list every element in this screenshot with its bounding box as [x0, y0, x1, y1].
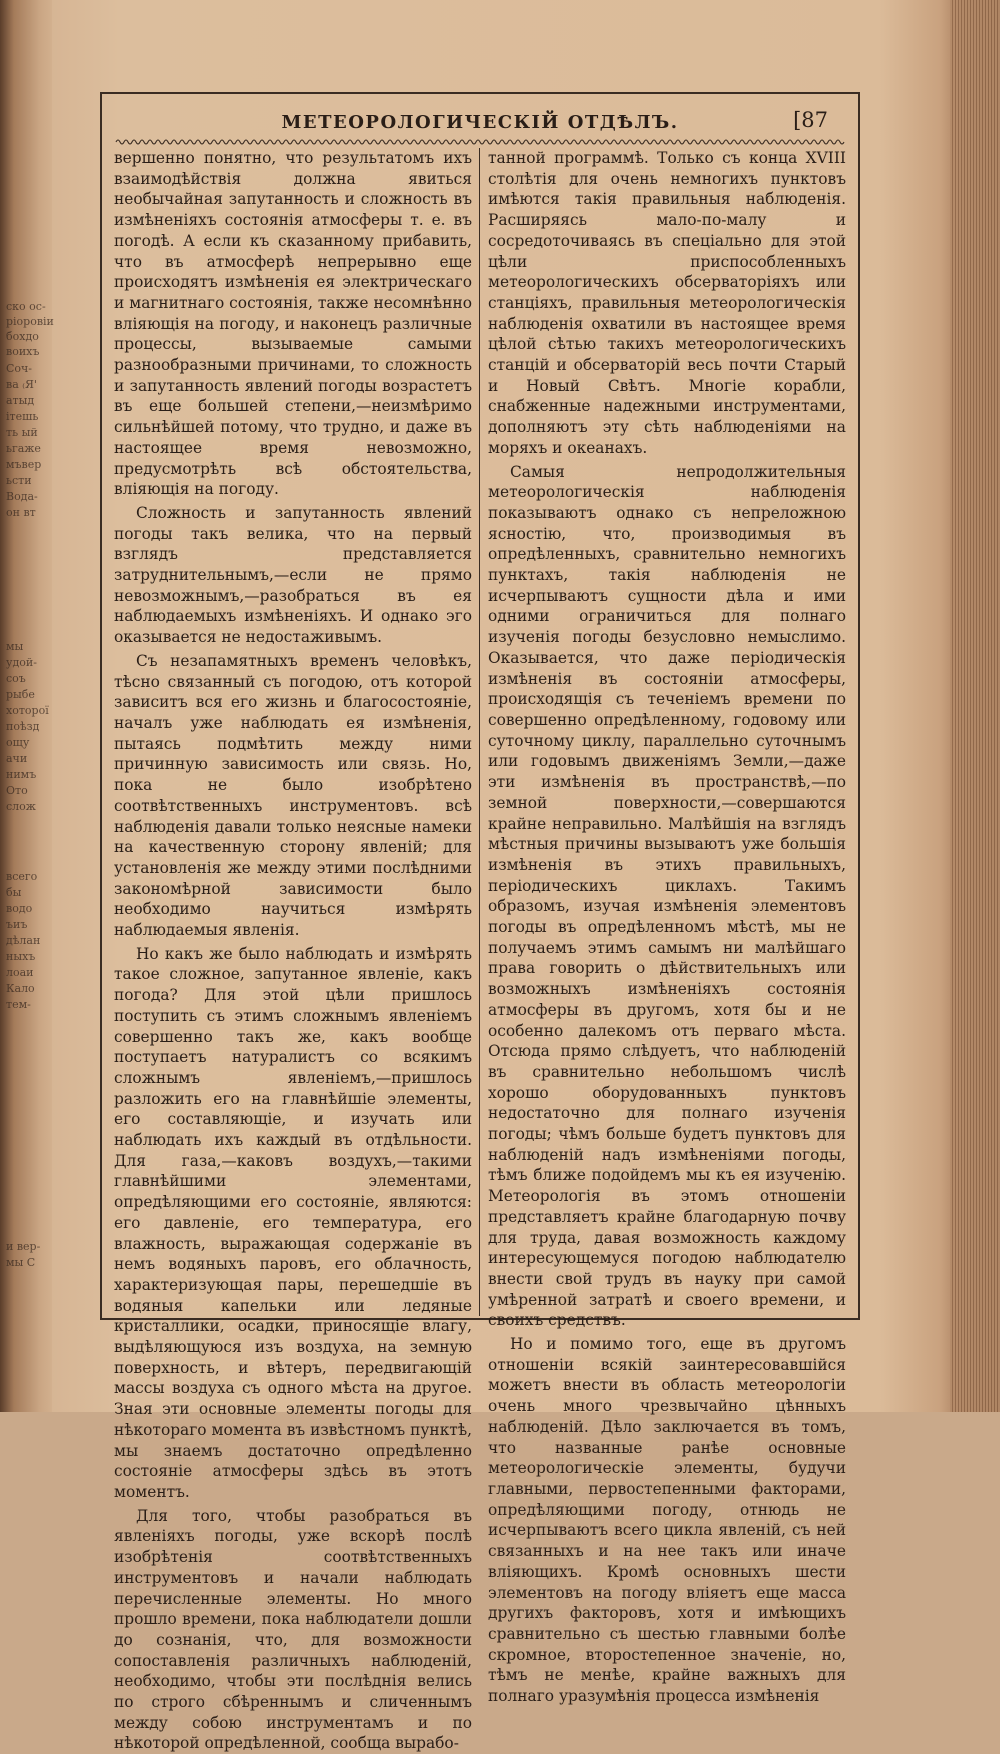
left-page-fragment: мы С: [6, 1256, 36, 1269]
left-page-fragment: дѣлан: [6, 934, 41, 947]
left-page-fragment: нимъ: [6, 768, 37, 781]
paragraph: танной программѣ. Только съ конца XVIII столѣтія для очень немногихъ пунктовъ имѣются такія правильныя наблюденія. Расширяясь мало-по-малу и сосредоточиваясь въ спеціально для этой цѣли приспособленныхъ метеорологическихъ обсерваторіяхъ или станціяхъ, правильныя метеорологическія наблюденія охватили въ настоящее время цѣлой сѣтью такихъ метеорологическихъ станцій и обсерваторій весь почти Старый и Новый Свѣтъ. Многіе корабли, снабженные надежными инструментами, дополняютъ эту сѣть наблюденіями на моряхъ и океанахъ.: [488, 149, 846, 457]
left-page-fragment: ско ос-: [6, 300, 46, 313]
left-page-fragment: ть ый: [6, 426, 38, 439]
wavy-rule: [116, 138, 844, 146]
left-page-fragment: мъвер: [6, 458, 42, 471]
left-page-fragment: и вер-: [6, 1240, 41, 1253]
paragraph: Но и помимо того, еще въ другомъ отношеніи всякій заинтересовавшійся можетъ внести въ область метеорологіи очень много чрезвычайно цѣнныхъ наблюденій. Дѣло заключается въ томъ, что названные ранѣе основные метеорологическіе элементы, будучи главными, первостепенными факторами, опредѣляющими погоду, отнюдь не исчерпываютъ всего цикла явленій, съ ней связанныхъ и на нее такъ или иначе вліяющихъ. Кромѣ основныхъ шести элементовъ на погоду вліяетъ еще масса другихъ факторовъ, хотя и имѣющихъ сравнительно съ шестью главными болѣе скромное, второстепенное значеніе, но, тѣмъ не менѣе, крайне важныхъ для полнаго уразумѣнія процесса измѣненія: [488, 1335, 846, 1706]
left-page-fragment: ріоровіи: [6, 315, 54, 328]
page-header: [102, 104, 858, 134]
left-page-fragment: ъиъ: [6, 918, 28, 931]
left-page-fragment: соъ: [6, 672, 26, 685]
left-page-fragment: бохдо: [6, 330, 39, 343]
left-page-edge: [0, 0, 52, 1412]
left-page-fragment: воихъ: [6, 345, 40, 358]
left-page-fragment: атыд: [6, 394, 35, 407]
page-number: [87: [793, 108, 828, 132]
left-page-fragment: ощу: [6, 736, 30, 749]
paragraph: Но какъ же было наблюдать и измѣрять такое сложное, запутанное явленіе, какъ погода? Для этой цѣли пришлось поступить съ этимъ сложнымъ явленіемъ совершенно такъ же, какъ вообще поступаетъ натуралистъ со всякимъ сложнымъ явленіемъ,—пришлось разложить его на главнѣйшіе элементы, его составляющіе, и изучать или наблюдать ихъ каждый въ отдѣльности. Для газа,—каковъ воздухъ,—такими главнѣйшими элементами, опредѣляющими его состояніе, являются: его давленіе, его температура, его влажность, выражающая содержаніе въ немъ водяныхъ паровъ, его облачность, характеризующая пары, перешедшіе въ водяныя капельки или ледяные кристаллики, осадки, приносящіе влагу, выдѣляющуюся изъ воздуха, на земную поверхность, и вѣтеръ, передвигающій массы воздуха съ одного мѣста на другое. Зная эти основные элементы погоды для нѣкотораго момента въ извѣстномъ пунктѣ, мы знаемъ достаточно опредѣленно состояніе атмосферы здѣсь въ этотъ моментъ.: [114, 944, 472, 1501]
running-title: МЕТЕОРОЛОГИЧЕСКІЙ ОТДѢЛЪ.: [281, 112, 679, 133]
left-page-fragment: Соч-: [6, 362, 33, 375]
left-page-fragment: слож: [6, 800, 36, 813]
left-page-fragment: бы: [6, 886, 22, 899]
left-page-fragment: Вода-: [6, 490, 38, 503]
left-column: [114, 148, 472, 1753]
left-page-fragment: водо: [6, 902, 33, 915]
left-page-fragment: ачи: [6, 752, 28, 765]
left-page-fragment: ныхъ: [6, 950, 36, 963]
left-page-fragment: ва ₍Я': [6, 378, 37, 391]
left-page-fragment: он вт: [6, 506, 36, 519]
left-page-fragment: всего: [6, 870, 38, 883]
left-page-fragment: поѣзд: [6, 720, 40, 733]
right-column: [488, 148, 846, 1706]
left-page-fragment: ьсти: [6, 474, 32, 487]
left-page-fragment: удой-: [6, 656, 37, 669]
paragraph: Для того, чтобы разобраться въ явленіяхъ погоды, уже вскорѣ послѣ изобрѣтенія соотвѣтственныхъ инструментовъ и начали наблюдать перечисленные элементы. Но много прошло времени, пока наблюдатели дошли до сознанія, что, для возможности сопоставленія различныхъ наблюденій, необходимо, чтобы эти послѣднія велись по строго сбѣреннымъ и сличеннымъ между собою инструментамъ и по нѣкоторой опредѣленной, сообща вырабо-: [114, 1506, 472, 1753]
left-page-fragments: [2, 0, 54, 1412]
paragraph: Сложность и запутанность явлений погоды такъ велика, что на первый взглядъ представляется затруднительнымъ,—если не прямо невозможнымъ,—разобраться въ ея наблюдаемыхъ измѣненіяхъ. И однако эго оказывается не недостаживымъ.: [114, 503, 472, 647]
paragraph: Съ незапамятныхъ временъ человѣкъ, тѣсно связанный съ погодою, отъ которой зависитъ вся его жизнь и благосостояніе, началъ уже наблюдать ея измѣненія, пытаясь подмѣтить между ними причинную зависимость или связь. Но, пока не было изобрѣтено соотвѣтственныхъ инструментовъ. всѣ наблюденія давали только неясные намеки на качественную сторону явленій; для установленія же между этими послѣдними закономѣрной зависимости было необходимо научиться измѣрять наблюдаемыя явленія.: [114, 651, 472, 940]
left-page-fragment: ітешь: [6, 410, 39, 423]
left-page-fragment: лоаи: [6, 966, 34, 979]
paragraph: Самыя непродолжительныя метеорологическія наблюденія показываютъ однако съ непреложною ясностію, что, производимыя въ опредѣленныхъ, сравнительно немногихъ пунктахъ, такія наблюденія не исчерпываютъ сущности дѣла и ими одними ограничиться для полнаго изученія погоды безусловно немыслимо. Оказывается, что даже періодическія измѣненія въ состояніи атмосферы, происходящія съ теченіемъ времени по совершенно опредѣленному, годовому или суточному циклу, параллельно суточнымъ или годовымъ движеніямъ Земли,—даже эти измѣненія въ пространствѣ,—по земной поверхности,—совершаются крайне неправильно. Малѣйшія на взглядъ мѣстныя причины вызываютъ уже большія измѣненія въ этихъ правильныхъ, періодическихъ циклахъ. Такимъ образомъ, изучая измѣненія элементовъ погоды въ опредѣленномъ мѣстѣ, мы не получаемъ этимъ самымъ ни малѣйшаго права говорить о дѣйствительныхъ или возможныхъ измѣненіяхъ состоянія атмосферы въ другомъ, хотя бы и не особенно далекомъ отъ перваго мѣста. Отсюда прямо слѣдуетъ, что наблюденій въ сравнительно небольшомъ числѣ хорошо оборудованныхъ пунктовъ недостаточно для полнаго изученія погоды; чѣмъ больше будетъ пунктовъ для наблюденій надъ измѣненіями погоды, тѣмъ ближе подойдемъ мы къ ея изученію. Метеорологія въ этомъ отношеніи представляетъ крайне благодарную почву для труда, давая возможность каждому интересующемуся погодою наблюдателю внести свой трудъ въ науку при самой умѣренной затратѣ и своего времени, и своихъ средствъ.: [488, 462, 846, 1330]
column-divider: [479, 148, 480, 1316]
left-page-fragment: хоторої: [6, 704, 49, 717]
left-page-fragment: рыбе: [6, 688, 35, 701]
left-page-fragment: тем-: [6, 998, 31, 1011]
page-stack-edge: [950, 0, 1000, 1412]
paragraph: вершенно понятно, что результатомъ ихъ взаимодѣйствія должна явиться необычайная запутанность и сложность въ измѣненіяхъ состоянія атмосферы т. е. въ погодѣ. А если къ сказанному прибавить, что въ атмосферѣ непрерывно еще происходятъ измѣненія ея электрическаго и магнитнаго состоянія, также несомнѣнно вліяющія на погоду, и наконецъ различные процессы, вызываемые самыми разнообразными причинами, то сложность и запутанность явлений погоды возрастетъ въ еще большей степени,—неизмѣримо сильнѣйшей потому, что трудно, и даже въ настоящее время невозможно, предусмотрѣть всѣ обстоятельства, вліяющія на погоду.: [114, 149, 472, 499]
left-page-fragment: Кало: [6, 982, 35, 995]
page-frame: [100, 92, 860, 1753]
left-page-fragment: ьгаже: [6, 442, 41, 455]
left-page-fragment: Ото: [6, 784, 28, 797]
left-page-fragment: мы: [6, 640, 24, 653]
